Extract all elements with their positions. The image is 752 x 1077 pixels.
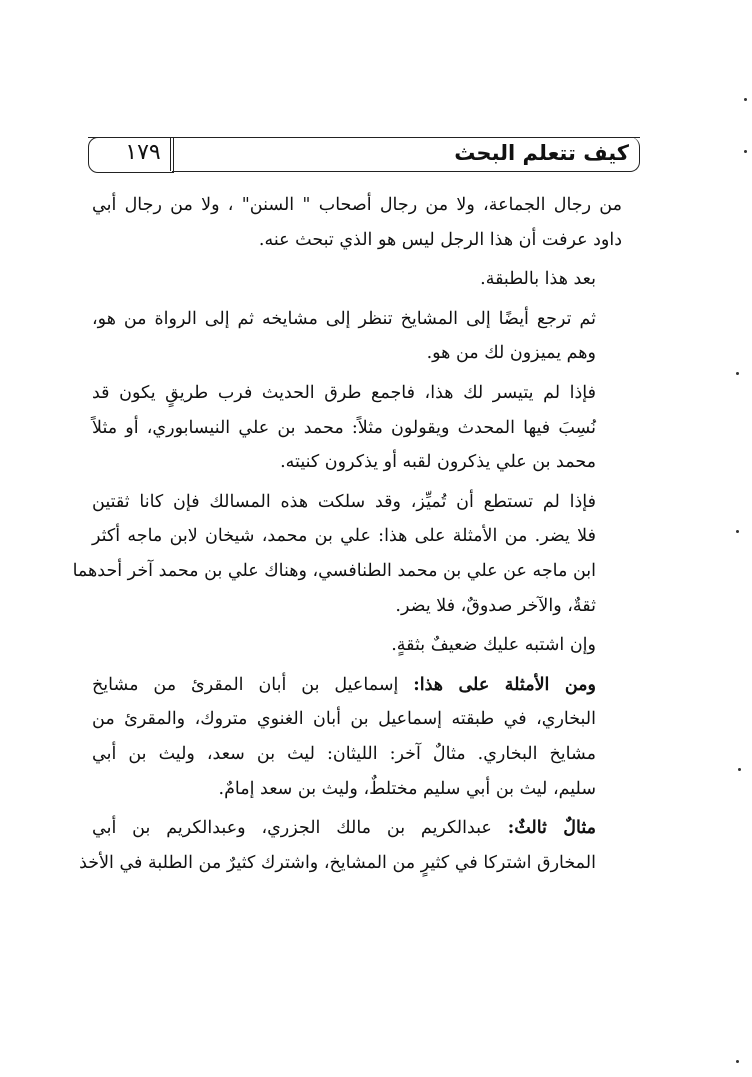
text-span: عبدالكريم بن مالك الجزري، وعبدالكريم بن أبي <box>92 818 508 839</box>
text-line: مشايخ البخاري. مثالٌ آخر: الليثان: ليث بن سعد، وليث بن أبي <box>92 743 596 764</box>
text-line: وإن اشتبه عليك ضعيفٌ بثقةٍ. <box>391 635 596 656</box>
text-line: سليم، ليث بن أبي سليم مختلطٌ، وليث بن سعد إمامٌ. <box>218 778 596 799</box>
text-line: من رجال الجماعة، ولا من رجال أصحاب " السنن" ، ولا من رجال أبي <box>92 195 622 215</box>
paragraph <box>92 262 622 297</box>
scan-speck <box>744 98 747 101</box>
text-line: ثم ترجع أيضًا إلى المشايخ تنظر إلى مشايخه ثم إلى الرواة من هو، <box>92 308 596 329</box>
paragraph <box>92 302 622 371</box>
text-line: البخاري، في طبقته إسماعيل بن أبان الغنوي متروك، والمقرئ من <box>92 709 596 730</box>
text-line: فإذا لم تستطع أن تُميِّز، وقد سلكت هذه المسالك فإن كانا ثقتين <box>92 491 596 512</box>
text-line: ثقةٌ، والآخر صدوقٌ، فلا يضر. <box>395 595 596 616</box>
header-bottom-rule <box>172 171 342 172</box>
paragraph <box>79 811 622 880</box>
text-line: داود عرفت أن هذا الرجل ليس هو الذي تبحث عنه. <box>258 229 622 250</box>
header-divider <box>170 137 171 171</box>
running-header <box>88 137 640 177</box>
text-line: نُسِبَ فيها المحدث ويقولون مثلاً: محمد بن علي النيسابوري، أو مثلاً <box>92 417 596 438</box>
text-line: ابن ماجه عن علي بن محمد الطنافسي، وهناك علي بن محمد آخر أحدهما <box>72 560 596 581</box>
text-span: إسماعيل بن أبان المقرئ من مشايخ <box>92 674 414 695</box>
page-number-box <box>88 137 174 173</box>
scan-speck <box>736 1060 739 1063</box>
book-title: كيف تتعلم البحث <box>454 141 629 165</box>
body-text <box>72 188 622 885</box>
text-line: محمد بن علي يذكرون لقبه أو يذكرون كنيته. <box>280 452 596 473</box>
lead-in: مثالٌ ثالثٌ: <box>507 818 596 839</box>
text-line: المخارق اشتركا في كثيرٍ من المشايخ، واشترك كثيرٌ من الطلبة في الأخذ <box>79 852 596 873</box>
paragraph <box>92 668 622 806</box>
text-line <box>92 811 622 846</box>
paragraph <box>92 376 622 480</box>
text-line: وهم يميزون لك من هو. <box>426 343 596 364</box>
paragraph <box>92 188 622 257</box>
lead-in: ومن الأمثلة على هذا: <box>413 674 597 695</box>
header-title-frame <box>339 137 640 172</box>
scan-speck <box>744 150 747 153</box>
paragraph <box>72 485 622 623</box>
text-line <box>92 668 622 703</box>
scan-speck <box>738 768 741 771</box>
scan-speck <box>736 530 739 533</box>
text-line: فلا يضر. من الأمثلة على هذا: علي بن محمد، شيخان لابن ماجه أكثر <box>92 526 596 547</box>
page-number: ١٧٩ <box>125 140 161 165</box>
text-line: فإذا لم يتيسر لك هذا، فاجمع طرق الحديث فرب طريقٍ يكون قد <box>92 382 596 403</box>
paragraph <box>92 628 622 663</box>
text-line: بعد هذا بالطبقة. <box>480 269 596 290</box>
scan-speck <box>736 372 739 375</box>
